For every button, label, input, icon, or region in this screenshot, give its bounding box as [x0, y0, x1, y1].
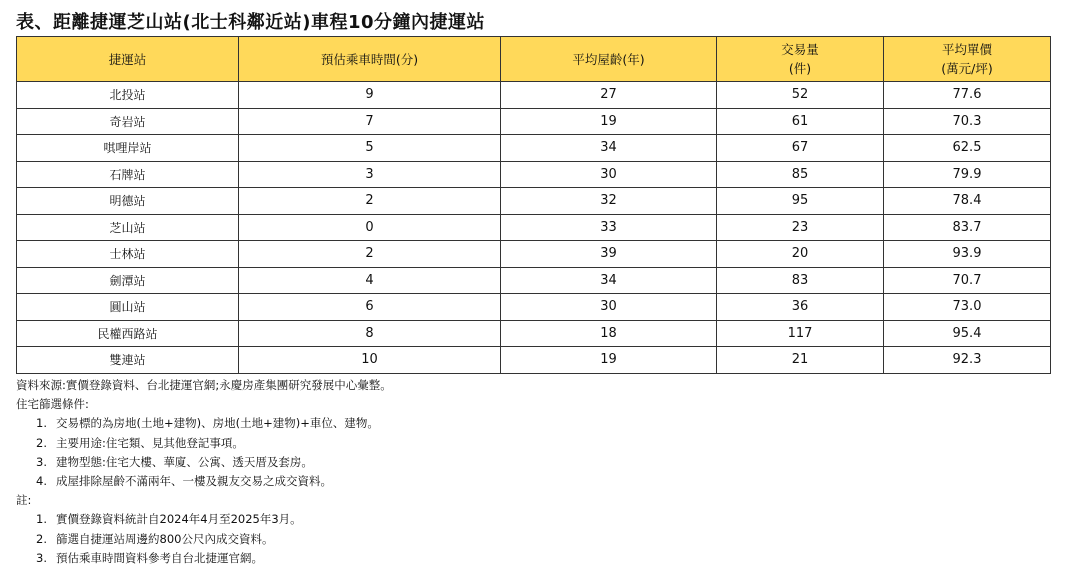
- remark-item-text: 實價登錄資料統計自2024年4月至2025年3月。: [56, 512, 302, 527]
- remark-item-number: 1.: [36, 512, 47, 527]
- table-header: [17, 37, 1051, 82]
- avg-age-cell: 19: [501, 108, 717, 135]
- criteria-item-text: 成屋排除屋齡不滿兩年、一樓及親友交易之成交資料。: [56, 474, 332, 489]
- header-row: [17, 37, 1051, 82]
- column-header: [17, 37, 239, 82]
- volume-cell: 36: [717, 294, 884, 321]
- avg-age-cell: 34: [501, 267, 717, 294]
- avg-age-cell: 30: [501, 294, 717, 321]
- table-row: [17, 108, 1051, 135]
- ride-time-cell: 2: [239, 241, 501, 268]
- remarks-list: [16, 510, 392, 568]
- column-header: [501, 37, 717, 82]
- column-header: [717, 37, 884, 82]
- column-header-label: 預估乘車時間(分): [320, 51, 419, 67]
- column-header-unit: (件): [788, 61, 812, 76]
- column-header: [884, 37, 1051, 82]
- volume-cell: 23: [717, 214, 884, 241]
- column-header-unit: (萬元/坪): [941, 61, 993, 76]
- ride-time-cell: 8: [239, 320, 501, 347]
- volume-cell: 117: [717, 320, 884, 347]
- ride-time-cell: 6: [239, 294, 501, 321]
- avg-age-cell: 33: [501, 214, 717, 241]
- table-row: [17, 320, 1051, 347]
- avg-age-cell: 32: [501, 188, 717, 215]
- criteria-list: [16, 414, 392, 491]
- criteria-title: 住宅篩選條件:: [16, 397, 89, 412]
- volume-cell: 95: [717, 188, 884, 215]
- station-name: 石牌站: [17, 161, 239, 188]
- avg-price-cell: 79.9: [884, 161, 1051, 188]
- table-row: [17, 294, 1051, 321]
- column-header-label: 平均單價: [941, 42, 992, 57]
- table-row: [17, 267, 1051, 294]
- criteria-item-number: 2.: [36, 435, 47, 450]
- avg-age-cell: 18: [501, 320, 717, 347]
- avg-price-cell: 83.7: [884, 214, 1051, 241]
- table-body: [17, 82, 1051, 374]
- remark-item-text: 篩選自捷運站周邊約800公尺內成交資料。: [56, 531, 274, 546]
- station-name: 士林站: [17, 241, 239, 268]
- criteria-item-number: 1.: [36, 416, 47, 431]
- ride-time-cell: 7: [239, 108, 501, 135]
- avg-age-cell: 39: [501, 241, 717, 268]
- avg-price-cell: 70.3: [884, 108, 1051, 135]
- criteria-item: [16, 472, 392, 491]
- station-name: 雙連站: [17, 347, 239, 374]
- table-row: [17, 241, 1051, 268]
- criteria-item: [16, 434, 392, 453]
- column-header-label: 交易量: [781, 42, 819, 57]
- ride-time-cell: 10: [239, 347, 501, 374]
- ride-time-cell: 3: [239, 161, 501, 188]
- avg-age-cell: 34: [501, 135, 717, 162]
- avg-price-cell: 95.4: [884, 320, 1051, 347]
- avg-price-cell: 93.9: [884, 241, 1051, 268]
- ride-time-cell: 5: [239, 135, 501, 162]
- ride-time-cell: 2: [239, 188, 501, 215]
- table-title: 表、距離捷運芝山站(北士科鄰近站)車程10分鐘內捷運站: [16, 12, 485, 33]
- notes: [16, 376, 392, 568]
- mrt-station-table: [16, 36, 1051, 374]
- remark-item-number: 3.: [36, 550, 47, 565]
- column-header-label: 捷運站: [108, 51, 147, 67]
- criteria-item-number: 4.: [36, 474, 47, 489]
- avg-price-cell: 78.4: [884, 188, 1051, 215]
- column-header-label: 平均屋齡(年): [572, 51, 645, 67]
- ride-time-cell: 0: [239, 214, 501, 241]
- ride-time-cell: 9: [239, 82, 501, 109]
- avg-price-cell: 73.0: [884, 294, 1051, 321]
- table-row: [17, 82, 1051, 109]
- station-name: 唭哩岸站: [17, 135, 239, 162]
- avg-age-cell: 27: [501, 82, 717, 109]
- table-row: [17, 214, 1051, 241]
- volume-cell: 61: [717, 108, 884, 135]
- station-name: 民權西路站: [17, 320, 239, 347]
- table-row: [17, 135, 1051, 162]
- source-note: 資料來源:實價登錄資料、台北捷運官網;永慶房產集團研究發展中心彙整。: [16, 378, 392, 392]
- volume-cell: 83: [717, 267, 884, 294]
- avg-price-cell: 77.6: [884, 82, 1051, 109]
- avg-age-cell: 30: [501, 161, 717, 188]
- station-name: 圓山站: [17, 294, 239, 321]
- volume-cell: 67: [717, 135, 884, 162]
- table-row: [17, 188, 1051, 215]
- volume-cell: 21: [717, 347, 884, 374]
- criteria-item: [16, 414, 392, 433]
- remark-item-text: 預估乘車時間資料參考自台北捷運官網。: [56, 550, 263, 565]
- remarks-title: 註:: [16, 493, 32, 508]
- station-name: 明德站: [17, 188, 239, 215]
- station-name: 劍潭站: [17, 267, 239, 294]
- criteria-item-number: 3.: [36, 454, 47, 469]
- volume-cell: 20: [717, 241, 884, 268]
- column-header: [239, 37, 501, 82]
- station-name: 奇岩站: [17, 108, 239, 135]
- volume-cell: 52: [717, 82, 884, 109]
- table-row: [17, 347, 1051, 374]
- station-name: 芝山站: [17, 214, 239, 241]
- ride-time-cell: 4: [239, 267, 501, 294]
- criteria-item-text: 主要用途:住宅類、見其他登記事項。: [56, 435, 244, 450]
- criteria-item-text: 建物型態:住宅大樓、華廈、公寓、透天厝及套房。: [56, 454, 313, 469]
- criteria-item: [16, 453, 392, 472]
- avg-price-cell: 70.7: [884, 267, 1051, 294]
- avg-age-cell: 19: [501, 347, 717, 374]
- remark-item: [16, 510, 392, 529]
- volume-cell: 85: [717, 161, 884, 188]
- criteria-item-text: 交易標的為房地(土地+建物)、房地(土地+建物)+車位、建物。: [56, 416, 379, 431]
- avg-price-cell: 62.5: [884, 135, 1051, 162]
- station-name: 北投站: [17, 82, 239, 109]
- remark-item: [16, 530, 392, 549]
- table-row: [17, 161, 1051, 188]
- remark-item-number: 2.: [36, 531, 47, 546]
- remark-item: [16, 549, 392, 568]
- avg-price-cell: 92.3: [884, 347, 1051, 374]
